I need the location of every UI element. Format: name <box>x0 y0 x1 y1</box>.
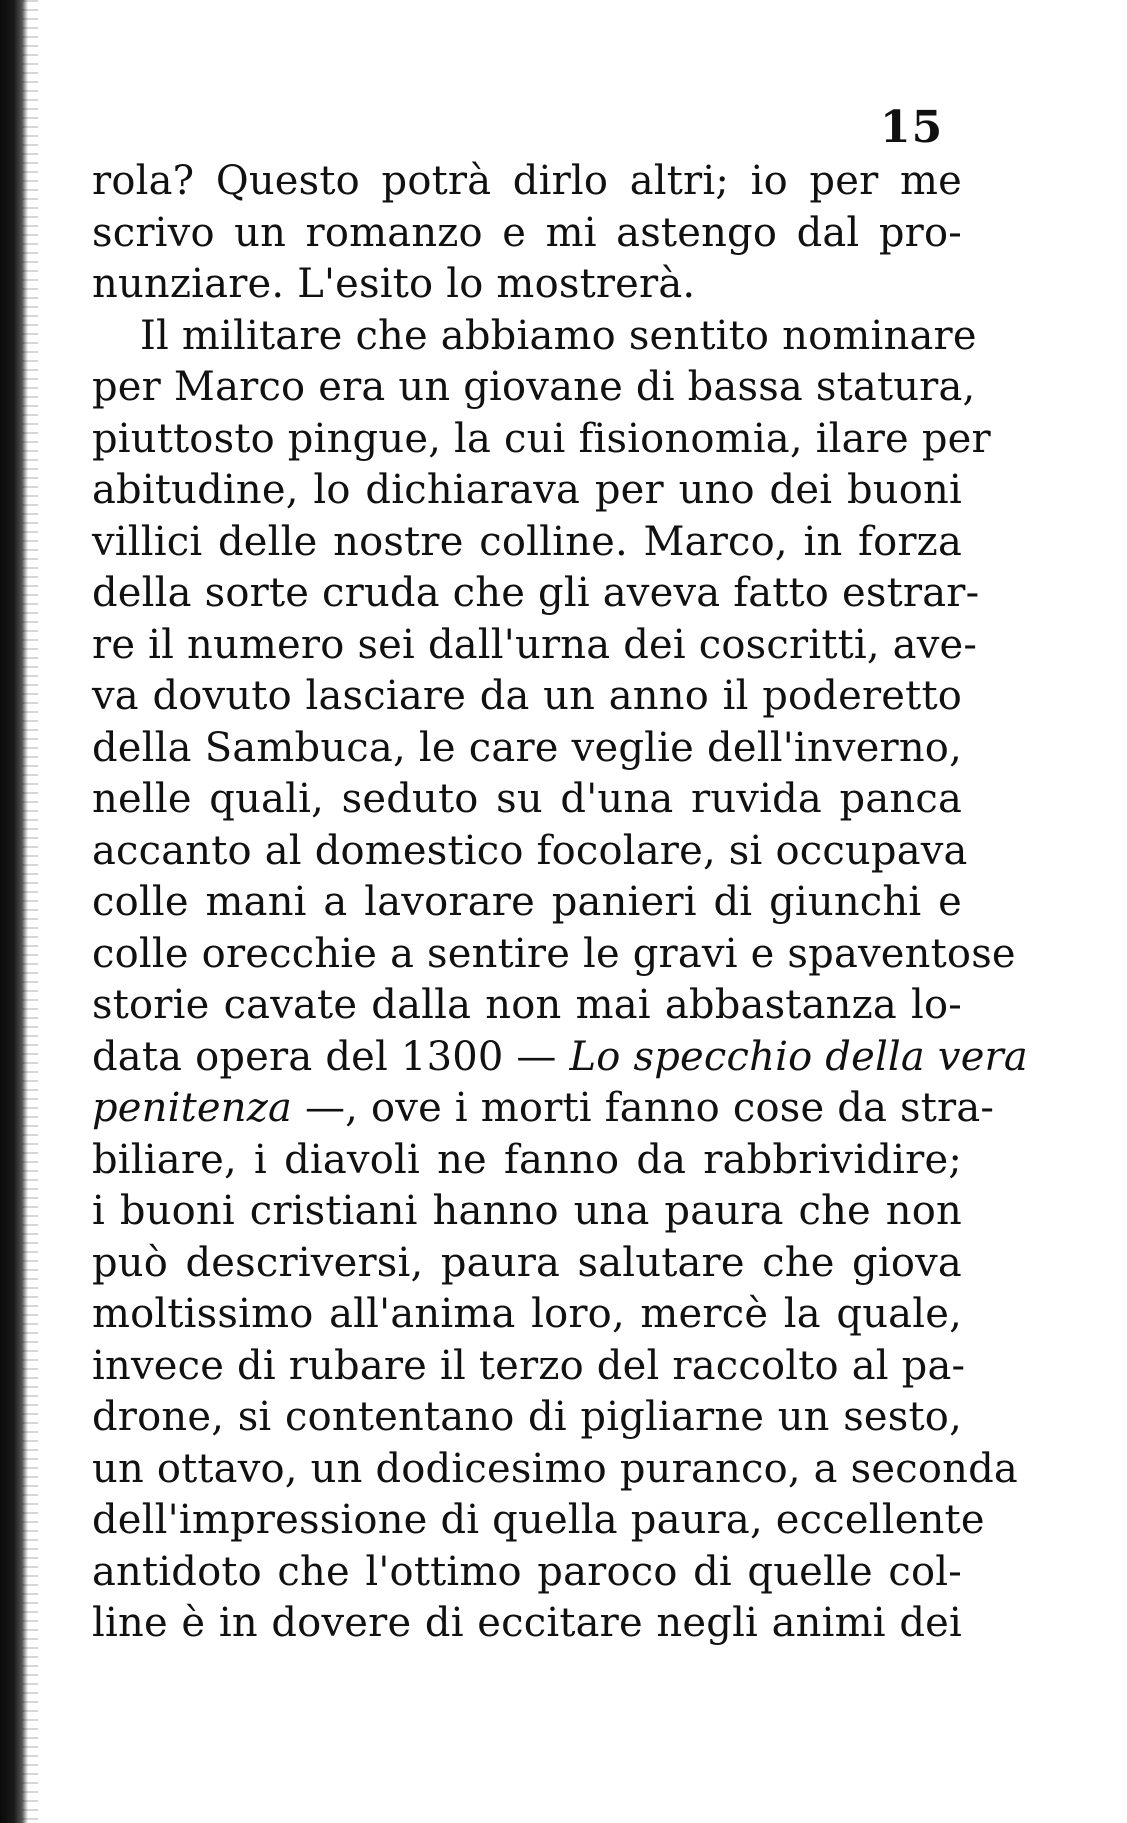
text-segment: nunziare. L'esito lo mostrerà. <box>92 261 696 307</box>
text-segment: un ottavo, un dodicesimo puranco, a seconda <box>92 1445 1018 1492</box>
text-line <box>92 1547 962 1599</box>
text-line <box>92 1289 962 1341</box>
text-line <box>92 1341 966 1393</box>
text-line <box>92 568 980 620</box>
text-segment: può descriversi, paura salutare che giova <box>92 1239 962 1286</box>
text-line <box>92 929 1016 981</box>
text-segment: moltissimo all'anima loro, mercè la quale, <box>92 1291 962 1337</box>
text-line <box>92 1238 962 1290</box>
text-line <box>92 877 962 929</box>
italic-text-segment: Lo specchio della vera <box>569 1033 1028 1080</box>
text-line <box>92 517 962 569</box>
text-segment: accanto al domestico focolare, si occupava <box>92 827 968 874</box>
text-line <box>92 311 977 363</box>
text-segment: antidoto che l'ottimo paroco di quelle col- <box>92 1548 962 1595</box>
text-line <box>92 1135 962 1187</box>
text-line <box>92 620 978 672</box>
text-segment: i buoni cristiani hanno una paura che non <box>92 1188 962 1234</box>
text-line <box>92 671 962 723</box>
text-segment: scrivo un romanzo e mi astengo dal pro- <box>92 209 962 256</box>
binding-shadow <box>22 0 38 1823</box>
text-segment: data opera del 1300 — <box>92 1033 570 1080</box>
text-segment: biliare, i diavoli ne fanno da rabbrividire; <box>92 1136 962 1183</box>
text-segment: re il numero sei dall'urna dei coscritti, ave- <box>92 621 978 668</box>
text-segment: della sorte cruda che gli aveva fatto estrar- <box>92 570 980 616</box>
text-segment: colle orecchie a sentire le gravi e spaventose <box>92 930 1016 977</box>
text-segment: dell'impressione di quella paura, eccellente <box>92 1497 985 1543</box>
text-line <box>92 1032 1028 1084</box>
text-segment: rola? Questo potrà dirlo altri; io per me <box>92 158 962 204</box>
text-line <box>92 414 991 466</box>
text-line <box>92 208 962 260</box>
text-line <box>92 723 962 775</box>
text-line <box>92 1495 985 1547</box>
italic-text-segment: penitenza <box>92 1085 293 1131</box>
text-segment: Il militare che abbiamo sentito nominare <box>140 312 977 359</box>
text-line <box>92 362 976 414</box>
page-number: 15 <box>880 102 944 153</box>
text-line <box>92 980 962 1032</box>
text-line <box>92 156 962 208</box>
text-line <box>92 1444 1018 1496</box>
text-segment: invece di rubare il terzo del raccolto al pa- <box>92 1342 966 1389</box>
text-segment: line è in dovere di eccitare negli animi dei <box>92 1600 962 1646</box>
body-text <box>92 156 1028 1650</box>
text-segment: —, ove i morti fanno cose da stra- <box>292 1085 995 1131</box>
text-line <box>92 774 962 826</box>
text-segment: storie cavate dalla non mai abbastanza lo- <box>92 982 962 1028</box>
text-line <box>92 826 968 878</box>
text-segment: piuttosto pingue, la cui fisionomia, ilare per <box>92 415 991 462</box>
text-segment: villici delle nostre colline. Marco, in forza <box>92 518 962 565</box>
text-line <box>92 465 962 517</box>
text-segment: nelle quali, seduto su d'una ruvida panca <box>92 776 962 822</box>
text-line <box>92 1083 995 1135</box>
text-line <box>92 1598 962 1650</box>
text-segment: va dovuto lasciare da un anno il poderetto <box>92 673 962 719</box>
text-line <box>92 259 962 311</box>
text-segment: colle mani a lavorare panieri di giunchi e <box>92 879 962 925</box>
text-segment: drone, si contentano di pigliarne un sesto, <box>92 1394 962 1440</box>
text-segment: per Marco era un giovane di bassa statura, <box>92 364 976 410</box>
text-line <box>92 1186 962 1238</box>
text-segment: della Sambuca, le care veglie dell'inverno, <box>92 724 962 771</box>
text-segment: abitudine, lo dichiarava per uno dei buoni <box>92 467 962 513</box>
text-line <box>92 1392 962 1444</box>
